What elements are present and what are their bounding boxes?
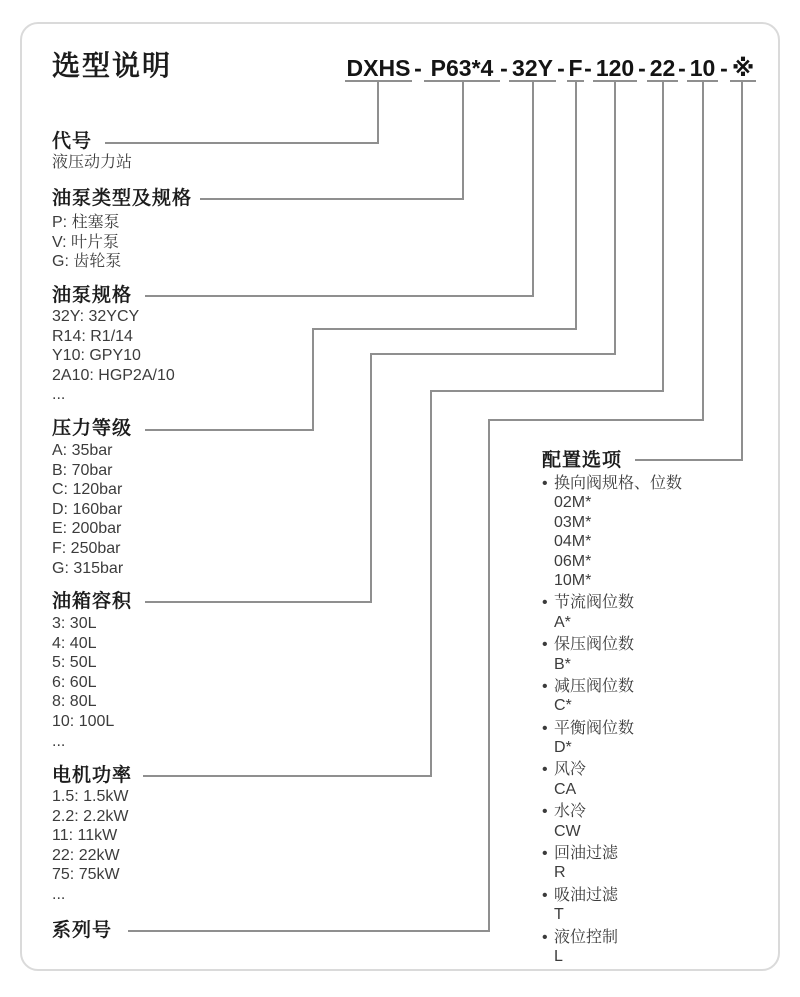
section-pump-spec <box>52 285 175 405</box>
list-item: 3: 30L <box>52 615 97 632</box>
code-segment-120: 120 <box>595 55 635 81</box>
list-item: 75: 75kW <box>52 866 120 884</box>
list-item: B: 70bar <box>52 461 113 479</box>
code-separator: - <box>720 55 728 81</box>
list-item: 06M* <box>554 552 592 570</box>
bullet-icon: • <box>542 928 548 946</box>
bullet-icon: • <box>542 886 548 904</box>
list-item: • 回油过滤 <box>542 845 619 863</box>
list-item: 22: 22kW <box>52 846 120 864</box>
list-item: 2A10: HGP2A/10 <box>52 366 175 384</box>
connector-config-options <box>635 81 742 460</box>
list-item: • 吸油过滤 <box>542 886 619 904</box>
bullet-icon: • <box>542 845 548 863</box>
list-item: ... <box>52 885 66 903</box>
bullet-icon: • <box>542 803 548 821</box>
list-item: D: 160bar <box>52 500 123 518</box>
list-item: 2.2: 2.2kW <box>52 807 129 825</box>
list-item: G: 315bar <box>52 559 124 577</box>
code-separator: - <box>584 55 592 81</box>
list-item: 32Y: 32YCY <box>52 308 140 325</box>
list-item: 11: 11kW <box>52 827 118 845</box>
code-segment-22: 22 <box>649 55 676 81</box>
bullet-icon: • <box>542 594 548 612</box>
bullet-icon: • <box>542 677 548 695</box>
list-item: • 风冷 <box>542 761 587 779</box>
list-item: D* <box>554 739 572 757</box>
list-item: C: 120bar <box>52 481 123 499</box>
list-item: B* <box>554 655 571 673</box>
list-item: • 液位控制 <box>542 928 619 946</box>
list-item: 液压动力站 <box>52 154 133 171</box>
list-item: V: 叶片泵 <box>52 233 119 251</box>
list-item: T <box>554 906 564 924</box>
list-item: ... <box>52 732 66 750</box>
connector-code-name <box>105 81 378 143</box>
code-segment-f: F <box>568 55 583 81</box>
section-pump-type <box>52 188 192 272</box>
list-item: 6: 60L <box>52 673 97 691</box>
code-segment-10: 10 <box>689 55 716 81</box>
list-item: A: 35bar <box>52 442 113 459</box>
section-heading: 电机功率 <box>52 765 133 786</box>
code-separator: - <box>500 55 508 81</box>
list-item: • 保压阀位数 <box>542 636 635 654</box>
list-item: 04M* <box>554 533 592 551</box>
list-item: 5: 50L <box>52 654 97 672</box>
section-motor-power <box>52 765 132 905</box>
code-segment-p63x4: P63*4 <box>430 55 494 81</box>
list-item: ... <box>52 386 66 404</box>
bullet-icon: • <box>542 761 548 779</box>
section-heading: 系列号 <box>52 920 113 941</box>
list-item: • 换向阀规格、位数 <box>542 475 683 492</box>
list-item: 02M* <box>554 494 592 512</box>
list-item: L <box>554 947 563 965</box>
section-heading: 压力等级 <box>52 418 133 439</box>
list-item: 8: 80L <box>52 693 97 711</box>
list-item: • 减压阀位数 <box>542 677 635 695</box>
bullet-icon: • <box>542 719 548 737</box>
list-item: E: 200bar <box>52 520 122 538</box>
list-item: F: 250bar <box>52 539 121 557</box>
list-item: 1.5: 1.5kW <box>52 788 129 805</box>
page-title: 选型说明 <box>52 50 173 81</box>
section-heading: 油泵规格 <box>52 285 133 306</box>
list-item: R <box>554 864 566 882</box>
list-item: 4: 40L <box>52 634 97 652</box>
list-item: • 平衡阀位数 <box>542 719 635 737</box>
code-separator: - <box>414 55 422 81</box>
list-item: • 节流阀位数 <box>542 594 635 612</box>
section-config-options <box>542 450 682 966</box>
list-item: • 水冷 <box>542 803 587 821</box>
section-heading: 油箱容积 <box>52 591 133 612</box>
section-pressure-grade <box>52 418 132 578</box>
connector-pump-spec <box>145 81 533 296</box>
section-heading: 代号 <box>52 131 93 152</box>
section-tank-volume <box>52 591 132 751</box>
code-separator: - <box>678 55 686 81</box>
list-item: CA <box>554 780 577 798</box>
connector-pump-type <box>200 81 463 199</box>
list-item: 03M* <box>554 513 592 531</box>
list-item: R14: R1/14 <box>52 327 133 345</box>
section-heading: 配置选项 <box>542 450 623 471</box>
code-separator: - <box>557 55 565 81</box>
section-code-name <box>52 131 132 173</box>
list-item: A* <box>554 613 571 631</box>
bullet-icon: • <box>542 475 548 492</box>
section-series-number <box>52 920 112 942</box>
list-item: Y10: GPY10 <box>52 347 141 365</box>
connector-pressure-grade <box>145 81 576 430</box>
list-item: CW <box>554 822 581 840</box>
list-item: 10: 100L <box>52 712 115 730</box>
list-item: G: 齿轮泵 <box>52 253 122 271</box>
list-item: C* <box>554 697 572 715</box>
code-separator: - <box>638 55 646 81</box>
section-heading: 油泵类型及规格 <box>52 188 193 209</box>
bullet-icon: • <box>542 636 548 654</box>
list-item: 10M* <box>554 571 592 589</box>
code-segment-star: ※ <box>731 55 755 81</box>
code-segment-dxhs: DXHS <box>346 55 411 81</box>
code-segment-32y: 32Y <box>512 55 553 81</box>
list-item: P: 柱塞泵 <box>52 214 120 231</box>
